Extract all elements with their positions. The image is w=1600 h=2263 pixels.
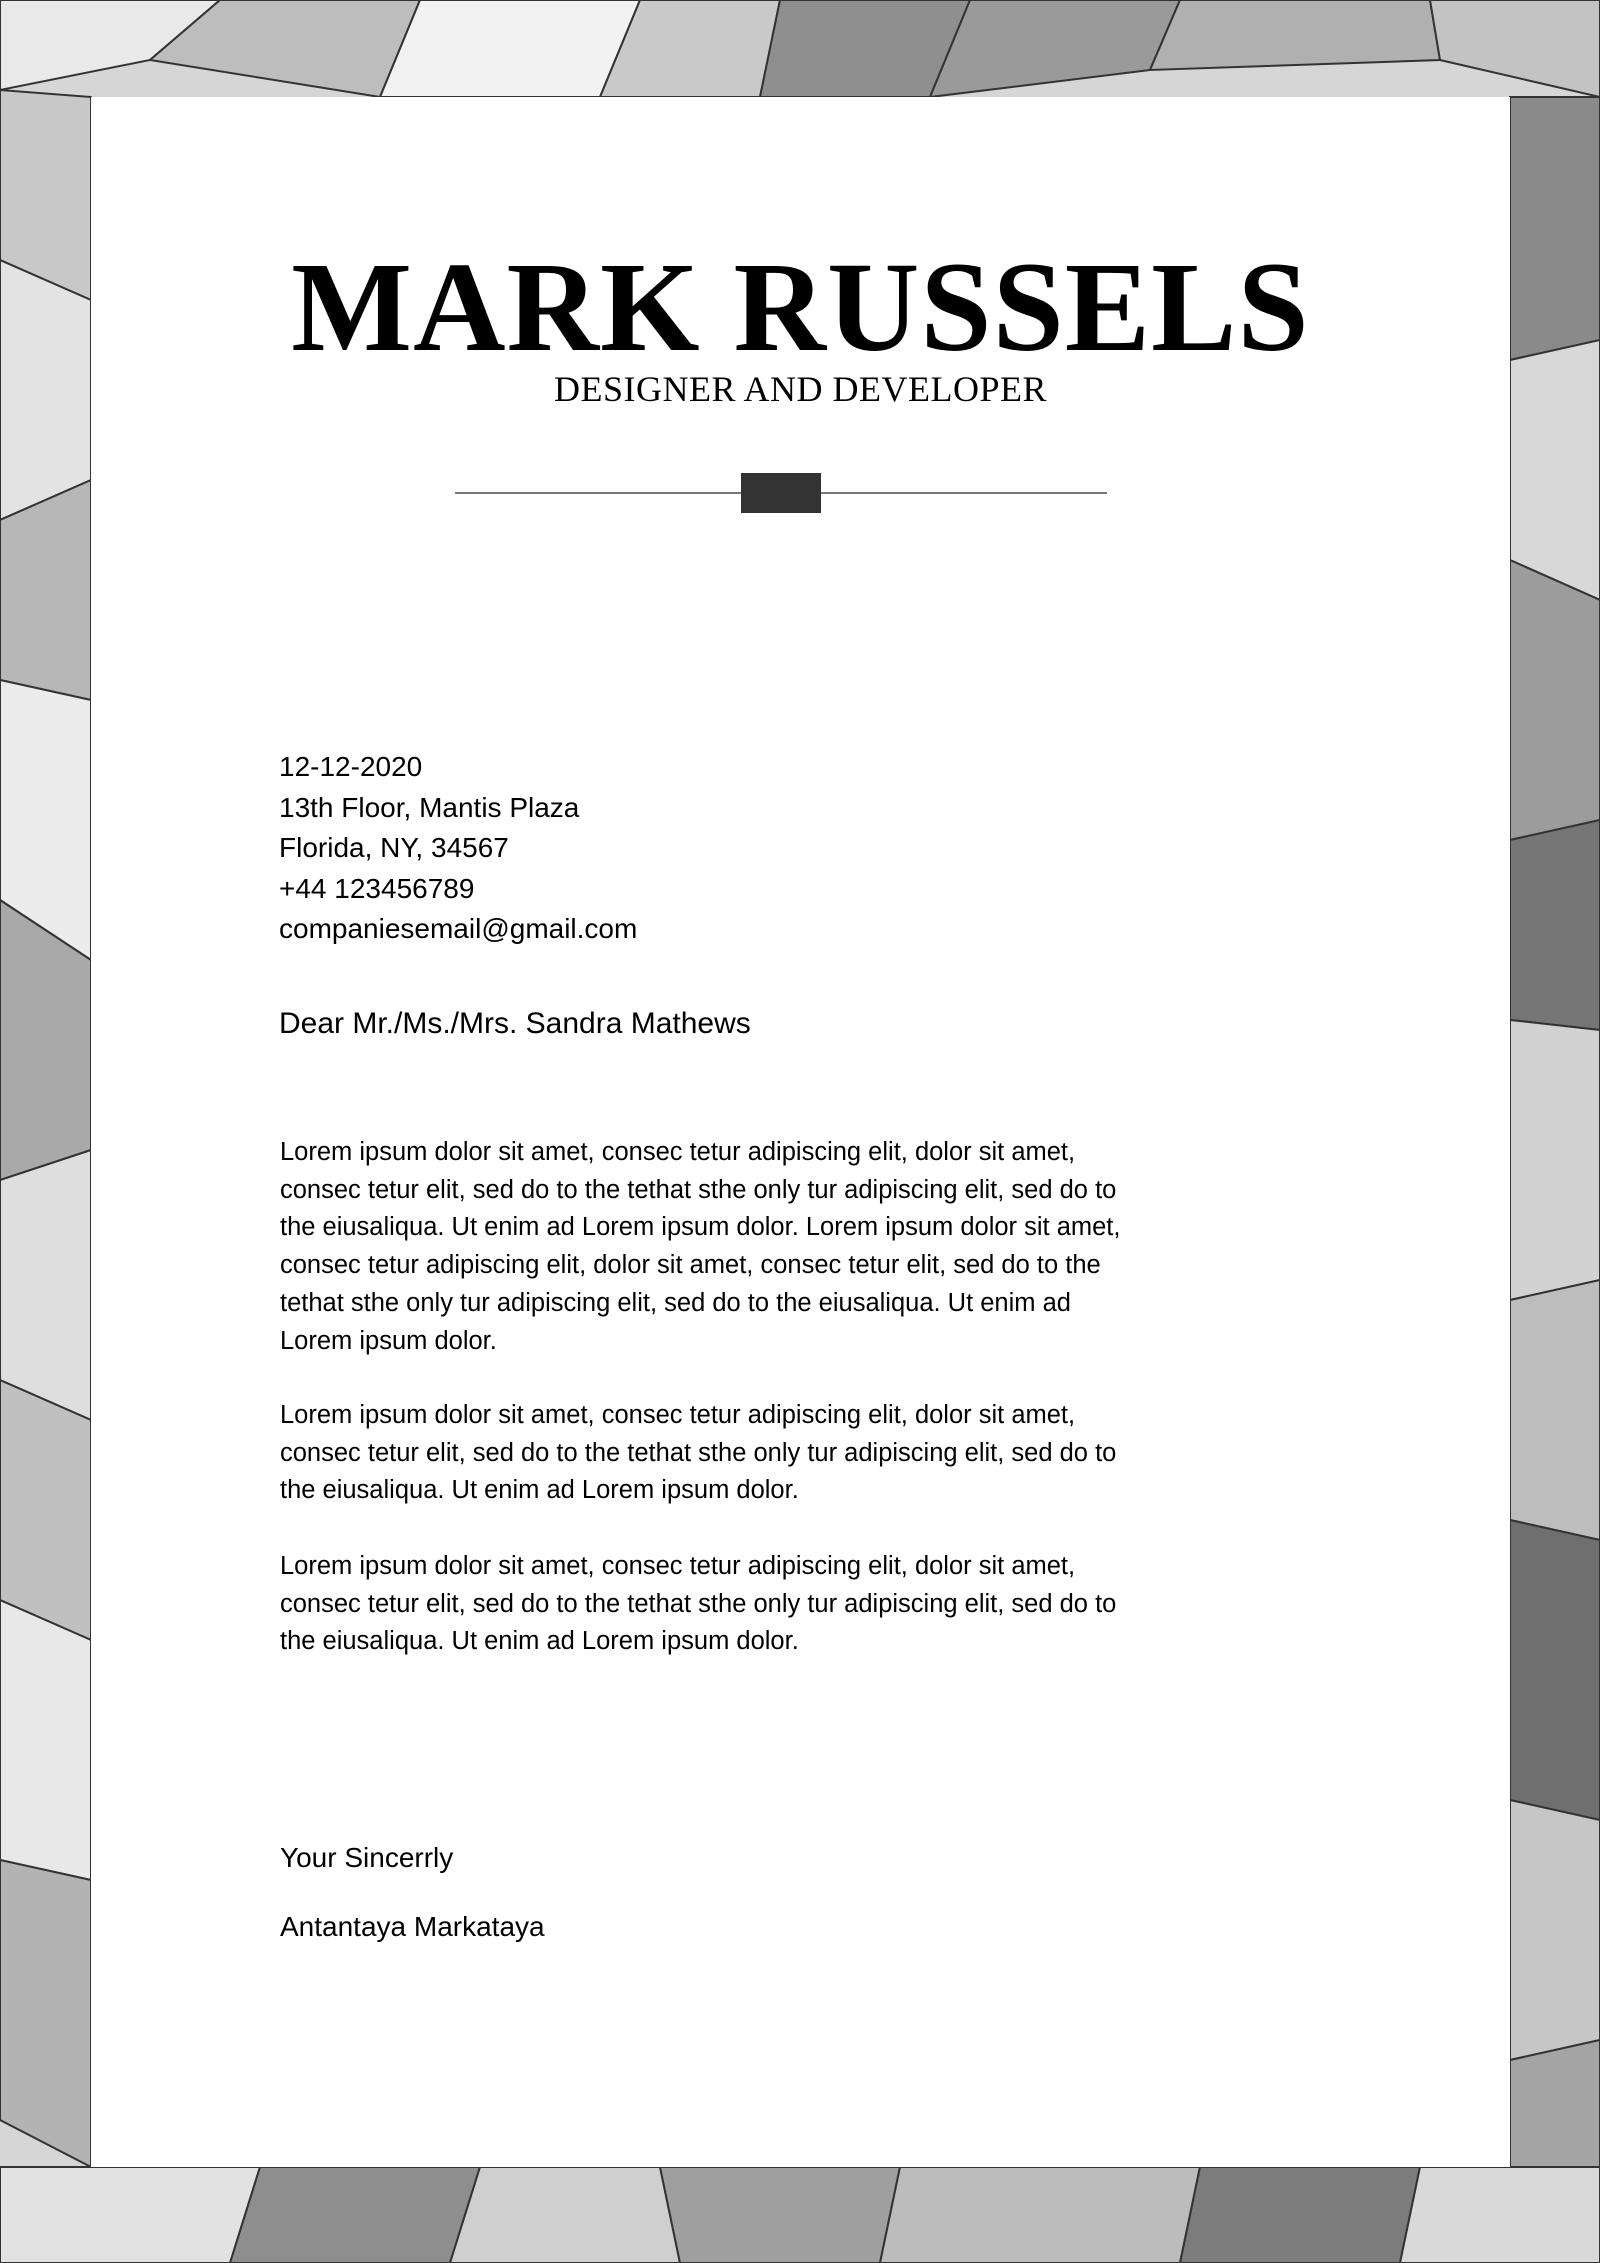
paragraph-line: the eiusaliqua. Ut enim ad Lorem ipsum dolor. Lorem ipsum dolor sit amet, bbox=[280, 1213, 1121, 1242]
salutation: Dear Mr./Ms./Mrs. Sandra Mathews bbox=[279, 1007, 751, 1040]
body-paragraph-1 bbox=[280, 1134, 1180, 1360]
paragraph-line: Lorem ipsum dolor. bbox=[280, 1326, 497, 1355]
letter-date: 12-12-2020 bbox=[279, 751, 423, 782]
header-divider bbox=[455, 473, 1107, 513]
paragraph-line: tethat sthe only tur adipiscing elit, sed do to the eiusaliqua. Ut enim ad bbox=[280, 1288, 1071, 1317]
paragraph-line: consec tetur elit, sed do to the tethat sthe only tur adipiscing elit, sed do to bbox=[280, 1589, 1117, 1618]
paragraph-line: Lorem ipsum dolor sit amet, consec tetur adipiscing elit, dolor sit amet, bbox=[280, 1401, 1076, 1429]
applicant-title: DESIGNER AND DEVELOPER bbox=[554, 369, 1047, 409]
signature-name: Antantaya Markataya bbox=[280, 1911, 545, 1942]
phone-number: +44 123456789 bbox=[279, 872, 475, 904]
paragraph-line: consec tetur adipiscing elit, dolor sit amet, consec tetur elit, sed do to the bbox=[280, 1251, 1101, 1280]
email-address: companiesemail@gmail.com bbox=[279, 913, 638, 944]
recipient-contact-block bbox=[279, 747, 637, 950]
letter-sheet bbox=[91, 97, 1510, 2167]
paragraph-line: the eiusaliqua. Ut enim ad Lorem ipsum dolor. bbox=[280, 1476, 799, 1505]
paragraph-line: Lorem ipsum dolor sit amet, consec tetur adipiscing elit, dolor sit amet, bbox=[280, 1138, 1076, 1166]
paragraph-line: consec tetur elit, sed do to the tethat sthe only tur adipiscing elit, sed do to bbox=[280, 1438, 1117, 1467]
applicant-name: MARK RUSSELS bbox=[291, 236, 1310, 378]
paragraph-line: the eiusaliqua. Ut enim ad Lorem ipsum dolor. bbox=[280, 1627, 799, 1656]
address-line-1: 13th Floor, Mantis Plaza bbox=[279, 791, 580, 823]
body-paragraph-3 bbox=[280, 1548, 1180, 1661]
paragraph-line: consec tetur elit, sed do to the tethat sthe only tur adipiscing elit, sed do to bbox=[280, 1175, 1117, 1204]
body-paragraph-2 bbox=[280, 1397, 1180, 1510]
address-line-2: Florida, NY, 34567 bbox=[279, 832, 509, 863]
closing-phrase: Your Sincerrly bbox=[280, 1842, 454, 1873]
paragraph-line: Lorem ipsum dolor sit amet, consec tetur adipiscing elit, dolor sit amet, bbox=[280, 1552, 1076, 1580]
divider-block bbox=[741, 473, 821, 513]
